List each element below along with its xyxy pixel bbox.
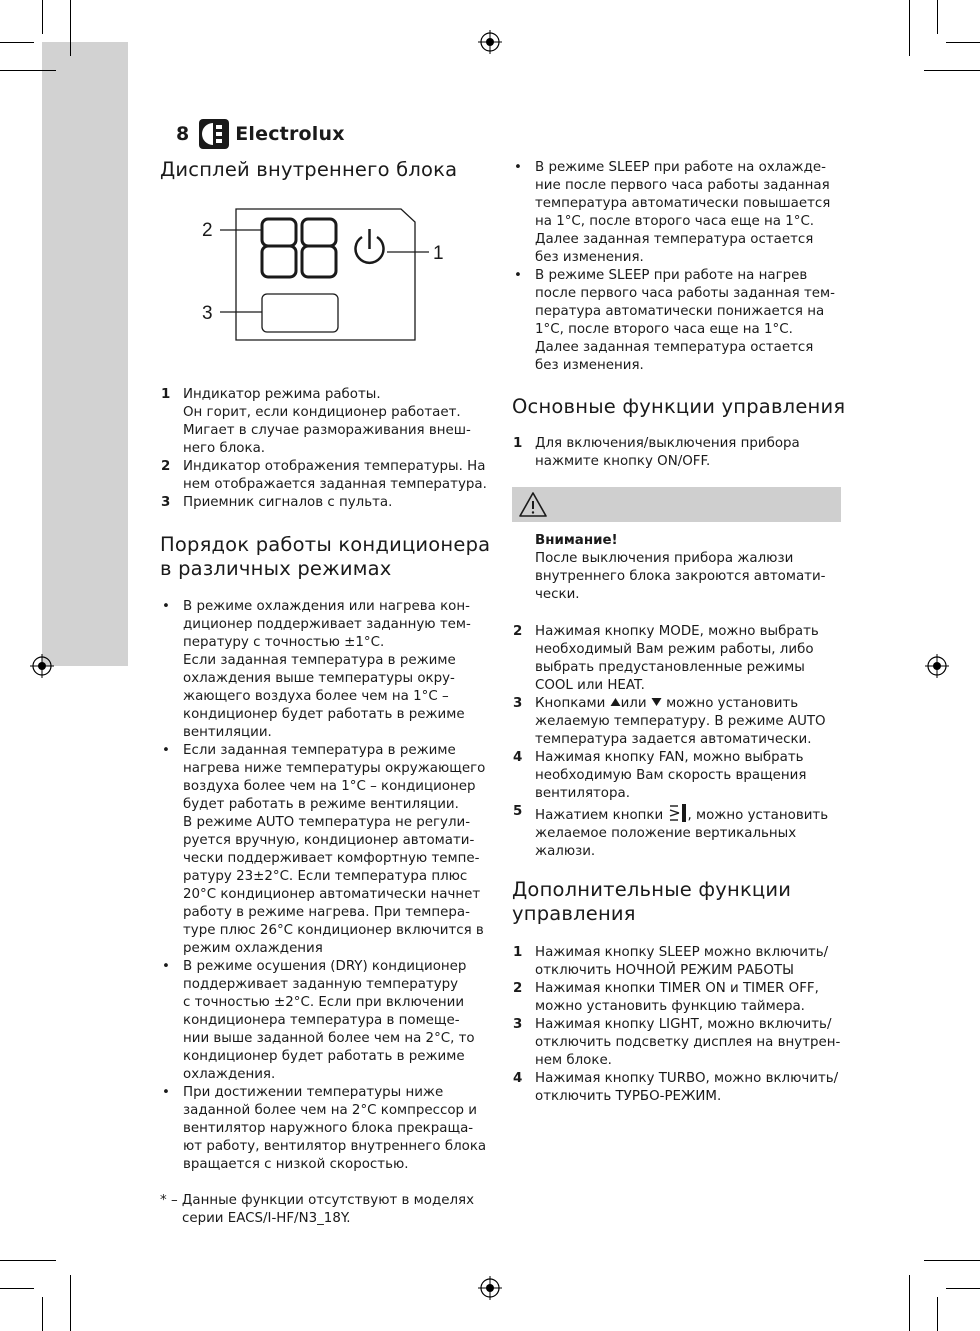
list-item: 1 Для включения/выключения прибора нажмите кнопку ON/OFF.: [513, 436, 800, 469]
page-number: 8: [176, 123, 190, 145]
brand-logo: [199, 119, 344, 149]
main-functions-title: Основные функции управления: [512, 395, 846, 418]
modes-section-title: Порядок работы кондиционера в различных режимах: [160, 533, 491, 580]
registration-mark-icon: [478, 1276, 502, 1300]
registration-mark-icon: [30, 654, 54, 678]
callout-1: 1: [433, 243, 444, 264]
list-item: • Если заданная температура в режиме нагрева ниже температуры окружающего воздуха более чем на 1°C – кондиционер будет работать в режиме вентиляции. В режиме AUTO температура не регули- руется вручную, кондиционер автомати- чески поддерживает комфортную темпе- ратуру 23±2°C. Если температура плюс 20°C кондиционер автоматически начнет работу в режиме нагрева. При темпера- туре плюс 26°C кондиционер включится в режим охлаждения: [161, 742, 491, 958]
arrow-down-icon: [651, 697, 662, 707]
warning-note: Внимание! После выключения прибора жалюзи внутреннего блока закроются автомати- чески.: [535, 532, 845, 604]
callout-2: 2: [202, 220, 213, 241]
registration-mark-icon: [478, 30, 502, 54]
registration-mark-icon: [925, 654, 949, 678]
warning-triangle-icon: [518, 491, 548, 518]
side-tab-band: [42, 42, 128, 666]
list-item: 2 Нажимая кнопку MODE, можно выбрать необходимый Вам режим работы, либо выбрать предустановленные режимы COOL или HEAT.: [513, 624, 819, 693]
list-item: • В режиме охлаждения или нагрева кон- диционер поддерживает заданную тем- пературу с точностью ±1°C. Если заданная температура в режиме охлаждения выше температуры окру- жающего воздуха более чем на 1°C – кондиционер будет работать в режиме вентиляции.: [161, 598, 491, 742]
brand-name: Electrolux: [235, 123, 345, 145]
list-item: 4 Нажимая кнопку TURBO, можно включить/ отключить ТУРБО-РЕЖИМ.: [513, 1071, 839, 1104]
arrow-up-icon: [610, 697, 621, 707]
page-header: [176, 119, 345, 149]
indoor-display-diagram: [196, 205, 456, 350]
callout-3: 3: [202, 303, 213, 324]
electrolux-logo-icon: [199, 119, 229, 149]
list-item: 4 Нажимая кнопку FAN, можно выбрать необходимую Вам скорость вращения вентилятора.: [513, 750, 807, 801]
list-item: 3 Нажимая кнопку LIGHT, можно включить/ отключить подсветку дисплея на внутрен- нем блоке.: [513, 1017, 841, 1068]
extra-functions-list: [513, 944, 848, 1106]
list-item: • При достижении температуры ниже заданной более чем на 2°C компрессор и вентилятор наружного блока прекраща- ют работу, вентилятор внутреннего блока вращается с низкой скоростью.: [161, 1084, 491, 1174]
list-item: • В режиме SLEEP при работе на нагрев после первого часа работы заданная тем- пература автоматически понижается на 1°C, после второго часа еще на 1°C. Далее заданная температура остается без изменения.: [513, 267, 843, 375]
list-item: 5 Нажатием кнопки , можно установить желаемое положение вертикальных жалюзи.: [513, 804, 829, 859]
main-functions-list: [513, 623, 843, 861]
list-item: 3 Кнопками или можно установить желаемую температуру. В режиме AUTO температура задается автоматически.: [513, 696, 826, 747]
signal-receiver-window: [262, 294, 338, 332]
modes-bullet-list: [161, 598, 491, 1174]
main-functions-list-start: [513, 435, 843, 471]
display-section-title: Дисплей внутреннего блока: [160, 158, 458, 181]
list-item: 2 Нажимая кнопки TIMER ON и TIMER OFF, можно установить функцию таймера.: [513, 981, 819, 1014]
extra-functions-title: Дополнительные функции управления: [512, 878, 792, 925]
louver-swing-icon: [668, 803, 688, 823]
list-item: 1 Нажимая кнопку SLEEP можно включить/ отключить НОЧНОЙ РЕЖИМ РАБОТЫ: [513, 945, 829, 978]
warning-title: Внимание!: [535, 533, 618, 548]
seven-segment-digits: [262, 219, 336, 277]
list-item: • В режиме SLEEP при работе на охлажде- ние после первого часа работы заданная температура автоматически повышается на 1°C, после второго часа еще на 1°C. Далее заданная температура остается без изменения.: [513, 159, 843, 267]
sleep-bullet-list: [513, 159, 843, 375]
list-item: 1 Индикатор режима работы. Он горит, если кондиционер работает. Мигает в случае размораживания внеш- него блока.: [161, 387, 471, 456]
power-icon: [356, 229, 384, 263]
list-item: • В режиме осушения (DRY) кондиционер поддерживает заданную температуру с точностью ±2°C. Если при включении кондиционера температура в помеще- нии выше заданной более чем на 2°C, то кондиционер будет работать в режиме охлаждения.: [161, 958, 491, 1084]
warning-banner: [512, 487, 841, 522]
list-item: 3 Приемник сигналов с пульта.: [161, 495, 393, 510]
footnote: * – Данные функции отсутствуют в моделях серии EACS/I-HF/N3_18Y.: [160, 1193, 475, 1226]
display-indicator-list: [161, 386, 491, 512]
list-item: 2 Индикатор отображения температуры. На нем отображается заданная температура.: [161, 459, 487, 492]
